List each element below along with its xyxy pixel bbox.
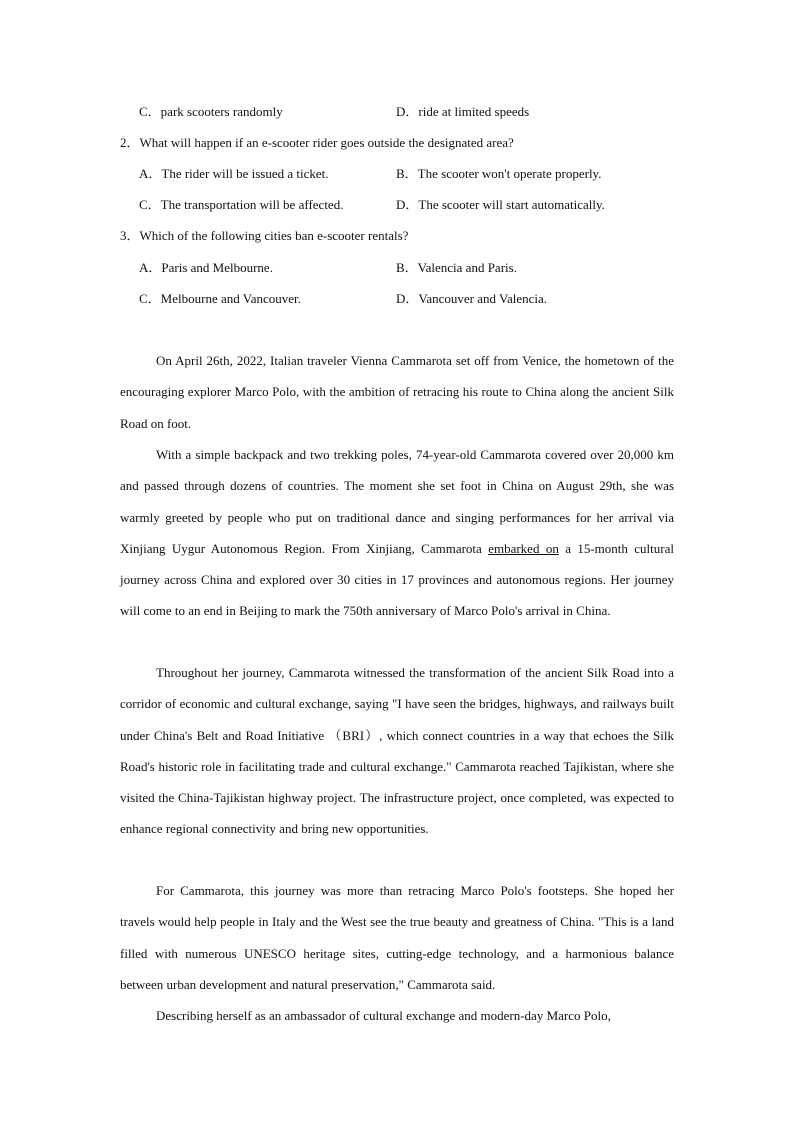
q3-option-b: B．Valencia and Paris. [396, 260, 517, 275]
passage-paragraph-1: On April 26th, 2022, Italian traveler Vienna Cammarota set off from Venice, the hometown of the encouraging explorer Marco Polo, with the ambition of retracing his route to China along the ancient Silk Road on foot. [120, 353, 674, 431]
q2-stem: 2．What will happen if an e-scooter rider goes outside the designated area? [120, 135, 514, 150]
passage-paragraph-2 [120, 439, 674, 627]
q2-option-a: A．The rider will be issued a ticket. [139, 166, 329, 181]
q3-option-d: D．Vancouver and Valencia. [396, 291, 548, 306]
q1-option-d: D．ride at limited speeds [396, 104, 530, 119]
q3-option-c: C．Melbourne and Vancouver. [139, 291, 301, 306]
q2-option-b: B．The scooter won't operate properly. [396, 166, 602, 181]
passage-paragraph-3: Throughout her journey, Cammarota witnessed the transformation of the ancient Silk Road into a corridor of economic and cultural exchange, saying "I have seen the bridges, highways, and railways built under China's Belt and Road Initiative （BRI）, which connect countries in a way that echoes the Silk Road's historic role in facilitating trade and cultural exchange." Cammarota reached Tajikistan, where she visited the China-Tajikistan highway project. The infrastructure project, once completed, was expected to enhance regional connectivity and bring new opportunities. [120, 665, 674, 837]
q2-option-d: D．The scooter will start automatically. [396, 197, 605, 212]
paragraph-2-text-after: a 15-month cultural journey across China and explored over 30 cities in 17 provinces and autonomous regions. Her journey will come to an end in Beijing to mark the 750th anniversary of Marco Polo's arrival in China. [120, 540, 674, 619]
paragraph-2-text-before: With a simple backpack and two trekking poles, 74-year-old Cammarota covered over 20,000 km and passed through dozens of countries. The moment she set foot in China on August 29th, she was warmly greeted by people who put on traditional dance and singing performances for her arrival via Xinjiang Uygur Autonomous Region. From Xinjiang, Cammarota [120, 447, 674, 556]
passage-paragraph-4: For Cammarota, this journey was more than retracing Marco Polo's footsteps. She hoped her travels would help people in Italy and the West see the true beauty and greatness of China. "This is a land filled with numerous UNESCO heritage sites, cutting-edge technology, and a harmonious balance between urban development and natural preservation," Cammarota said. [120, 883, 674, 992]
q1-option-c: C．park scooters randomly [139, 104, 283, 119]
q3-stem: 3．Which of the following cities ban e-scooter rentals? [120, 228, 409, 243]
underlined-phrase: embarked on [488, 540, 559, 556]
q2-option-c: C．The transportation will be affected. [139, 197, 344, 212]
passage-paragraph-5: Describing herself as an ambassador of cultural exchange and modern-day Marco Polo, [156, 1008, 611, 1023]
q3-option-a: A．Paris and Melbourne. [139, 260, 273, 275]
